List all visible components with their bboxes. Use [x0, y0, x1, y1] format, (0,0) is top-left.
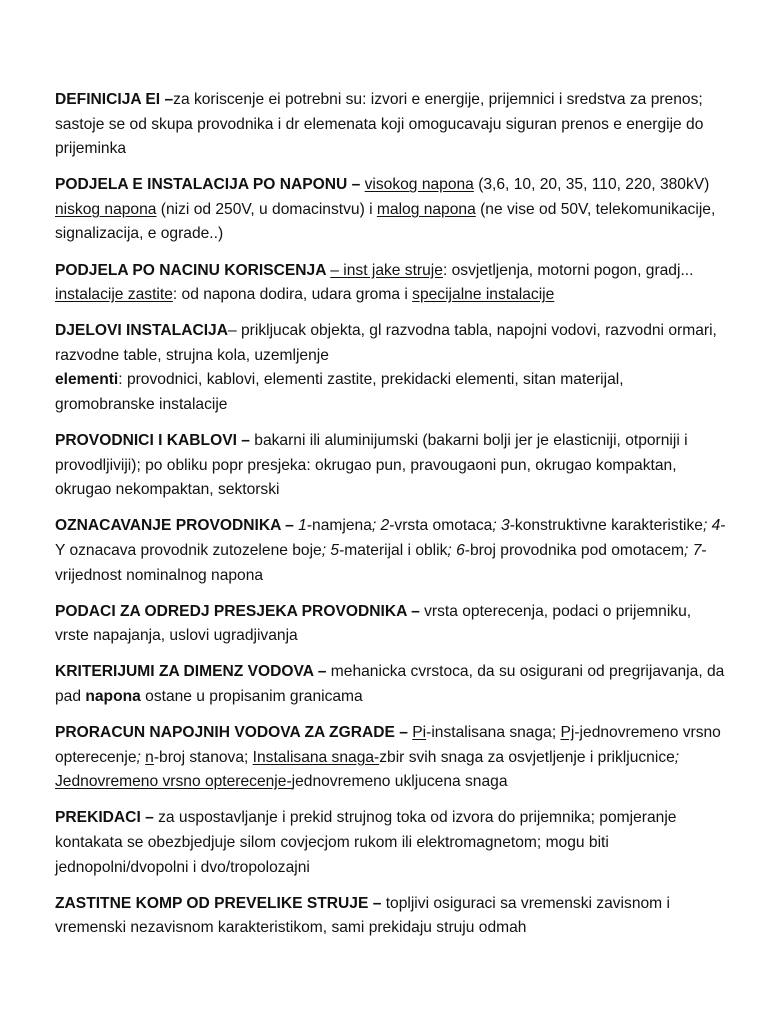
paragraph — [55, 319, 727, 417]
text-run: -vrsta omotaca — [389, 517, 493, 535]
paragraph — [55, 892, 727, 941]
underlined-text: visokog napona — [364, 176, 474, 194]
paragraph — [55, 259, 727, 308]
paragraph — [55, 806, 727, 880]
text-run: -konstruktivne karakteristike — [509, 517, 703, 535]
section-heading: DEFINICIJA EI – — [55, 91, 174, 108]
paragraph — [55, 88, 727, 162]
italic-text: ; 6 — [447, 542, 465, 559]
paragraph — [55, 173, 727, 247]
text-run: zbir svih snaga za osvjetljenje i prikljucnice — [379, 748, 675, 766]
section-heading: PRORACUN NAPOJNIH VODOVA ZA ZGRADE – — [55, 724, 413, 742]
text-run: -jednovremeno vrsno opterecenje — [55, 724, 721, 766]
text-run: -namjena — [306, 517, 372, 535]
text-run: ostane u propisanim granicama — [140, 687, 363, 705]
paragraph — [55, 429, 727, 503]
document-body — [55, 88, 727, 952]
text-run: : provodnici, kablovi, elementi zastite, prekidacki elementi, sitan materijal, gromobranske instalacije — [55, 371, 624, 414]
paragraph — [55, 660, 727, 709]
text-run: – prikljucak objekta, gl razvodna tabla, napojni vodovi, razvodni ormari, razvodne table, strujna kola, uzemljenje — [55, 322, 717, 364]
section-heading: OZNACAVANJE PROVODNIKA – — [55, 517, 299, 535]
italic-text: 1 — [298, 517, 307, 535]
italic-text: ; 2 — [371, 517, 390, 535]
text-run: -materijal i oblik — [339, 542, 448, 559]
section-heading: PREKIDACI – — [55, 809, 159, 827]
underlined-text: n — [145, 748, 154, 766]
paragraph — [55, 600, 727, 649]
section-heading: ZASTITNE KOMP OD PREVELIKE STRUJE – — [55, 894, 386, 912]
text-run: -broj stanova; — [153, 748, 253, 766]
text-run: -Y oznacava provodnik zutozelene boje — [55, 517, 726, 559]
section-heading: PODJELA E INSTALACIJA PO NAPONU – — [55, 176, 365, 194]
text-run: -vrijednost nominalnog napona — [55, 542, 707, 584]
section-heading: KRITERIJUMI ZA DIMENZ VODOVA – — [55, 663, 331, 681]
bold-text: elementi — [55, 371, 119, 389]
text-run: : osvjetljenja, motorni pogon, gradj... — [442, 261, 694, 279]
underlined-text: niskog napona — [55, 200, 157, 218]
section-heading: PODACI ZA ODREDJ PRESJEKA PROVODNIKA – — [55, 602, 425, 620]
section-heading: PODJELA PO NACINU KORISCENJA — [55, 261, 331, 279]
paragraph — [55, 721, 727, 795]
section-heading: DJELOVI INSTALACIJA — [55, 322, 228, 340]
text-run: (nizi od 250V, u domacinstvu) i — [156, 200, 377, 218]
italic-text: ; — [674, 748, 680, 766]
underlined-text: Instalisana snaga- — [252, 748, 380, 766]
paragraph — [55, 514, 727, 588]
bold-text: napona — [85, 687, 141, 705]
text-run: mehanicka cvrstoca, da su osigurani od pregrijavanja, da pad — [55, 663, 725, 705]
text-run: za uspostavljanje i prekid strujnog toka od izvora do prijemnika; pomjeranje kontakata se obezbjedjuje silom covjecjom rukom ili elektromagnetom; mogu biti jednopolni/dvopolni i dvo/tropolozajni — [55, 809, 677, 876]
text-run: -broj provodnika pod omotacem — [464, 542, 685, 559]
section-heading: PROVODNICI I KABLOVI – — [55, 432, 255, 450]
underlined-text: Jednovremeno vrsno opterecenje- — [55, 773, 292, 791]
text-run: topljivi osiguraci sa vremenski zavisnom i vremenski nezavisnom karakteristikom, sami prekidaju struju odmah — [55, 894, 670, 937]
underlined-text: malog napona — [376, 200, 476, 218]
italic-text: ; — [136, 748, 146, 766]
underlined-text: – inst jake struje — [330, 261, 443, 279]
text-run: bakarni ili aluminijumski (bakarni bolji jer je elasticniji, otporniji i provodljiviji); po obliku popr presjeka: okrugao pun, pravougaoni pun, okrugao kompaktan, okrugao nekompaktan, sektorski — [55, 432, 688, 499]
underlined-text: Pi — [412, 724, 427, 742]
italic-text: ; 3 — [492, 517, 510, 535]
italic-text: ; 4 — [702, 517, 721, 535]
italic-text: ; 7 — [684, 542, 702, 559]
underlined-text: specijalne instalacije — [412, 286, 555, 304]
text-run: vrsta opterecenja, podaci o prijemniku, vrste napajanja, uslovi ugradjivanja — [55, 602, 692, 645]
underlined-text: instalacije zastite — [55, 286, 173, 304]
text-run: (3,6, 10, 20, 35, 110, 220, 380kV) — [473, 176, 710, 194]
text-run: : od napona dodira, udara groma i — [172, 286, 413, 304]
text-run: jednovremeno ukljucena snaga — [291, 773, 508, 791]
text-run: -instalisana snaga; — [426, 724, 561, 742]
italic-text: ; 5 — [321, 542, 340, 559]
underlined-text: Pj — [560, 724, 575, 742]
text-run: (ne vise od 50V, telekomunikacije, signalizacija, e ograde..) — [55, 200, 716, 243]
text-run: za koriscenje ei potrebni su: izvori e energije, prijemnici i sredstva za prenos; sastoje se od skupa provodnika i dr elemenata koji omogucavaju siguran prenos e energije do prijeminka — [55, 91, 704, 158]
